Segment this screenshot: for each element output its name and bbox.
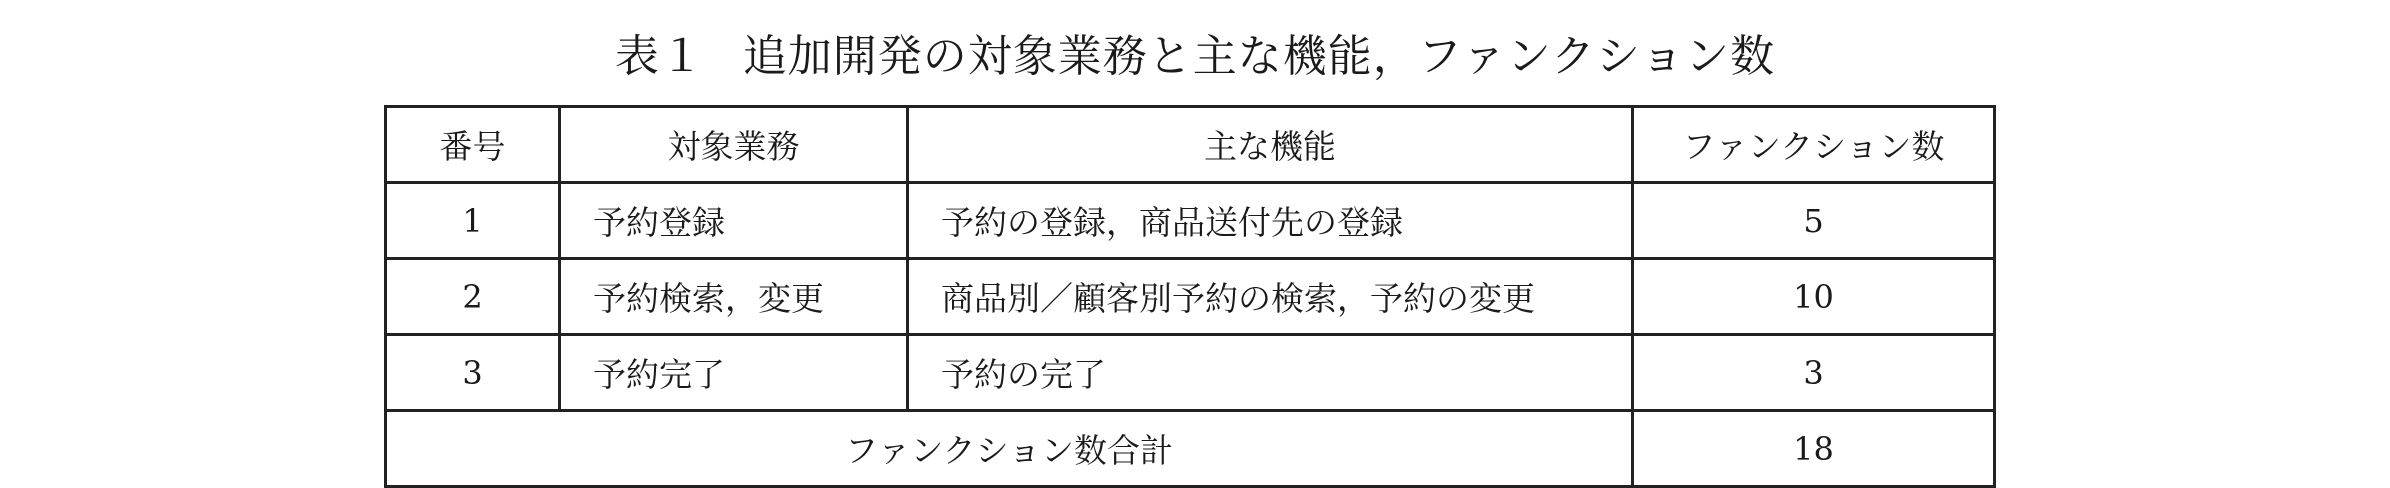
header-count: ファンクション数 bbox=[1633, 107, 1995, 183]
table-row bbox=[386, 335, 1995, 411]
header-task: 対象業務 bbox=[560, 107, 908, 183]
row-number: 1 bbox=[386, 183, 560, 259]
row-count: 3 bbox=[1633, 335, 1995, 411]
table-row bbox=[386, 259, 1995, 335]
row-task: 予約登録 bbox=[560, 183, 908, 259]
row-function: 商品別／顧客別予約の検索，予約の変更 bbox=[908, 259, 1633, 335]
row-number: 2 bbox=[386, 259, 560, 335]
function-count-table bbox=[384, 105, 1996, 488]
table-total-row bbox=[386, 411, 1995, 487]
row-count: 10 bbox=[1633, 259, 1995, 335]
table-caption-text: 追加開発の対象業務と主な機能，ファンクション数 bbox=[742, 31, 1776, 82]
table-row bbox=[386, 183, 1995, 259]
total-label: ファンクション数合計 bbox=[386, 411, 1633, 487]
row-function: 予約の登録，商品送付先の登録 bbox=[908, 183, 1633, 259]
row-task: 予約検索，変更 bbox=[560, 259, 908, 335]
header-function: 主な機能 bbox=[908, 107, 1633, 183]
table-caption bbox=[0, 20, 2390, 84]
header-number: 番号 bbox=[386, 107, 560, 183]
table-header-row bbox=[386, 107, 1995, 183]
table-caption-number: 表１ bbox=[614, 31, 705, 82]
row-number: 3 bbox=[386, 335, 560, 411]
row-count: 5 bbox=[1633, 183, 1995, 259]
row-task: 予約完了 bbox=[560, 335, 908, 411]
row-function: 予約の完了 bbox=[908, 335, 1633, 411]
total-value: 18 bbox=[1633, 411, 1995, 487]
